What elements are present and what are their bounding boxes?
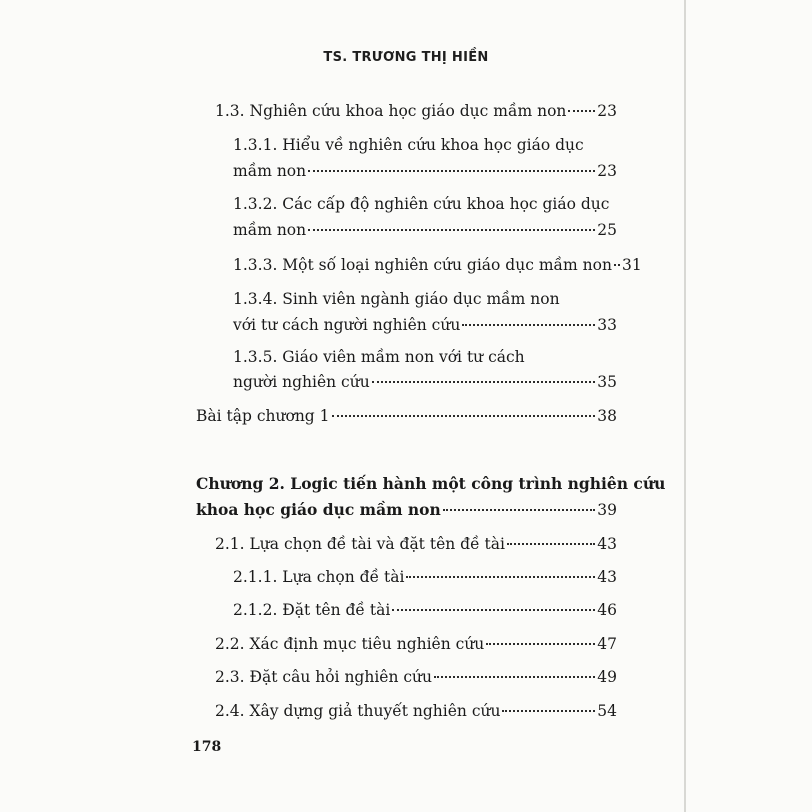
toc-entry-title: 2.1.1. Lựa chọn đề tài <box>233 568 405 586</box>
toc-entry-page: 23 <box>597 102 617 120</box>
toc-entry-page: 54 <box>597 702 617 720</box>
dot-leader <box>392 609 595 611</box>
toc-entry-1-3-3 <box>233 255 642 275</box>
toc-entry-page: 43 <box>597 535 617 553</box>
toc-entry-page: 25 <box>597 221 617 239</box>
running-header: TS. TRƯƠNG THỊ HIỀN <box>323 50 489 65</box>
dot-leader <box>462 324 595 326</box>
toc-entry-page: 49 <box>597 668 617 686</box>
dot-leader <box>507 543 595 545</box>
toc-entry-chapter-2 <box>196 500 617 520</box>
toc-entry-page: 35 <box>597 373 617 391</box>
toc-entry-1-3 <box>215 101 617 121</box>
toc-entry-page: 47 <box>597 635 617 653</box>
toc-entry-title: Bài tập chương 1 <box>196 407 330 425</box>
dot-leader <box>502 710 595 712</box>
dot-leader <box>308 229 595 231</box>
dot-leader <box>308 170 595 172</box>
toc-chapter-2-line1: Chương 2. Logic tiến hành một công trình nghiên cứu <box>196 474 666 493</box>
toc-entry-title: 2.1.2. Đặt tên đề tài <box>233 601 391 619</box>
page-number: 178 <box>192 739 222 755</box>
toc-entry-page: 38 <box>597 407 617 425</box>
toc-entry-page: 23 <box>597 162 617 180</box>
toc-entry-page: 46 <box>597 601 617 619</box>
toc-entry-title: mầm non <box>233 221 307 239</box>
toc-entry-1-3-4 <box>233 315 617 335</box>
toc-entry-title: 2.4. Xây dựng giả thuyết nghiên cứu <box>215 702 501 720</box>
toc-entry-page: 39 <box>597 501 617 519</box>
dot-leader <box>434 676 595 678</box>
toc-entry-title: với tư cách người nghiên cứu <box>233 316 461 334</box>
toc-entry-1-3-2 <box>233 220 617 240</box>
toc-entry-page: 43 <box>597 568 617 586</box>
toc-entry-2-1-2 <box>233 600 617 620</box>
toc-entry-title: 1.3. Nghiên cứu khoa học giáo dục mầm non <box>215 102 567 120</box>
toc-entry-2-2 <box>215 634 617 654</box>
dot-leader <box>486 643 595 645</box>
page-edge <box>684 0 686 812</box>
toc-entry-exercises-1 <box>196 406 617 426</box>
toc-entry-1-3-4-line1: 1.3.4. Sinh viên ngành giáo dục mầm non <box>233 290 560 308</box>
dot-leader <box>406 576 595 578</box>
dot-leader <box>614 264 620 266</box>
toc-entry-page: 33 <box>597 316 617 334</box>
dot-leader <box>443 509 595 511</box>
toc-entry-1-3-5 <box>233 372 617 392</box>
dot-leader <box>332 415 596 417</box>
toc-entry-title: 2.2. Xác định mục tiêu nghiên cứu <box>215 635 485 653</box>
toc-entry-title: 1.3.3. Một số loại nghiên cứu giáo dục mầm non <box>233 256 612 274</box>
toc-entry-2-4 <box>215 701 617 721</box>
toc-entry-2-3 <box>215 667 617 687</box>
toc-entry-title: người nghiên cứu <box>233 373 370 391</box>
toc-entry-title: khoa học giáo dục mầm non <box>196 500 441 519</box>
toc-entry-2-1-1 <box>233 567 617 587</box>
toc-entry-page: 31 <box>621 256 642 274</box>
toc-entry-title: mầm non <box>233 162 307 180</box>
toc-entry-1-3-1 <box>233 161 617 181</box>
toc-entry-2-1 <box>215 534 617 554</box>
toc-entry-1-3-1-line1: 1.3.1. Hiểu về nghiên cứu khoa học giáo dục <box>233 136 584 154</box>
toc-entry-title: 2.3. Đặt câu hỏi nghiên cứu <box>215 668 433 686</box>
dot-leader <box>568 110 595 112</box>
toc-entry-title: 2.1. Lựa chọn đề tài và đặt tên đề tài <box>215 535 505 553</box>
toc-entry-1-3-5-line1: 1.3.5. Giáo viên mầm non với tư cách <box>233 348 525 366</box>
dot-leader <box>372 381 596 383</box>
toc-entry-1-3-2-line1: 1.3.2. Các cấp độ nghiên cứu khoa học giáo dục <box>233 195 610 213</box>
